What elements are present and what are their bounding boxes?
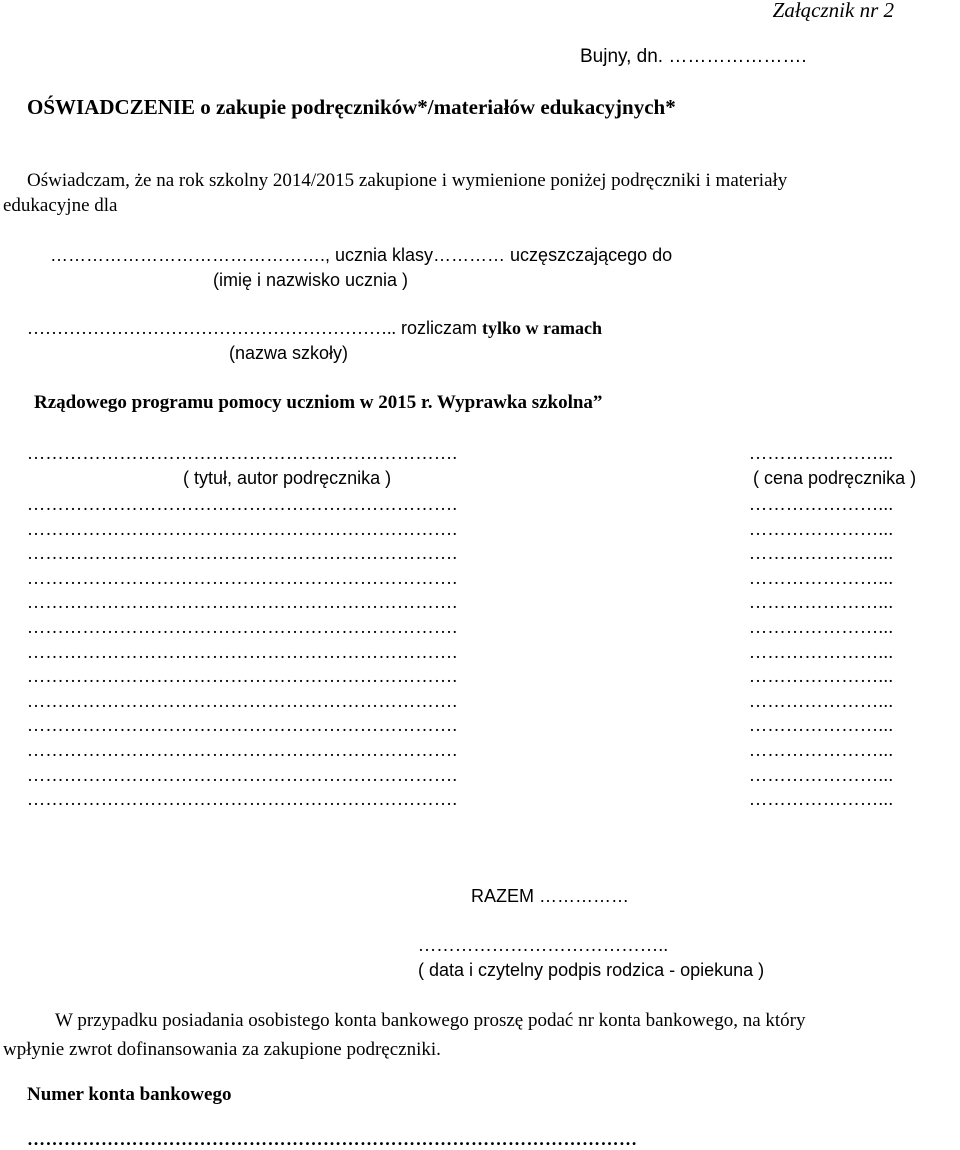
school-line-text: rozliczam: [396, 318, 483, 338]
program-title: Rządowego programu pomocy uczniom w 2015 r.: [34, 392, 433, 413]
price-entry-dots: …………………...: [749, 617, 894, 637]
price-entry-dots: …………………...: [749, 740, 894, 760]
school-line: [27, 318, 602, 339]
document-title: OŚWIADCZENIE o zakupie podręczników*/materiałów edukacyjnych*: [27, 95, 676, 119]
program-line: [34, 392, 602, 414]
school-name-dots: ……………………………………………………..: [27, 318, 396, 338]
bank-account-label: Numer konta bankowego: [27, 1084, 232, 1105]
book-entry-dots: …………………………………………………………….: [27, 642, 458, 662]
price-entry-dots: …………………...: [749, 543, 894, 563]
signature-dots: …………………………………..: [418, 935, 669, 955]
book-entry-dots: …………………………………………………………….: [27, 543, 458, 563]
student-caption: (imię i nazwisko ucznia ): [213, 270, 409, 290]
intro-line-2: edukacyjne dla: [3, 195, 118, 216]
book-entry-dots: …………………………………………………………….: [27, 494, 458, 514]
total-line: RAZEM ……………: [471, 886, 630, 906]
book-entry-dots: …………………………………………………………….: [27, 740, 458, 760]
price-entry-dots: …………………...: [749, 494, 894, 514]
price-entry-dots: …………………...: [749, 519, 894, 539]
book-caption: ( tytuł, autor podręcznika ): [183, 468, 392, 488]
book-entry-dots: …………………………………………………………….: [27, 592, 458, 612]
place-date: Bujny, dn. ………………….: [580, 46, 807, 67]
school-caption: (nazwa szkoły): [229, 343, 349, 363]
school-line-bold: tylko w ramach: [482, 318, 603, 338]
price-entry-dots: …………………...: [749, 765, 894, 785]
book-entry-dots: …………………………………………………………….: [27, 691, 458, 711]
price-entry-dots: …………………...: [749, 568, 894, 588]
book-entry-dots: …………………………………………………………….: [27, 666, 458, 686]
signature-caption: ( data i czytelny podpis rodzica - opiekuna ): [418, 960, 765, 980]
price-caption: ( cena podręcznika ): [753, 468, 917, 488]
price-entry-dots: …………………...: [749, 642, 894, 662]
bank-note-line-2: wpłynie zwrot dofinansowania za zakupione podręczniki.: [3, 1039, 441, 1060]
price-entry-dots: …………………...: [749, 715, 894, 735]
price-entry-dots: …………………...: [749, 789, 894, 809]
book-entry-dots: …………………………………………………………….: [27, 568, 458, 588]
book-entry-dots: …………………………………………………………….: [27, 519, 458, 539]
intro-line-1: Oświadczam, że na rok szkolny 2014/2015 zakupione i wymienione poniżej podręczniki i materiały: [27, 170, 788, 191]
book-entry-dots: …………………………………………………………….: [27, 715, 458, 735]
book-entry-dots: …………………………………………………………….: [27, 765, 458, 785]
book-entry-dots: …………………………………………………………….: [27, 617, 458, 637]
program-name: Wyprawka szkolna”: [432, 392, 603, 413]
price-header-dots: …………………...: [749, 443, 894, 463]
price-entry-dots: …………………...: [749, 691, 894, 711]
book-header-dots: …………………………………………………………….: [27, 443, 458, 463]
student-line: ………………………………………., ucznia klasy………… uczęszczającego do: [50, 245, 673, 265]
annex-label: Załącznik nr 2: [772, 0, 894, 22]
bank-account-dots: ………………………………………………………………………………………: [27, 1129, 638, 1149]
price-entry-dots: …………………...: [749, 666, 894, 686]
book-entry-dots: …………………………………………………………….: [27, 789, 458, 809]
price-entry-dots: …………………...: [749, 592, 894, 612]
bank-note-line-1: W przypadku posiadania osobistego konta bankowego proszę podać nr konta bankowego, na który: [55, 1010, 806, 1031]
